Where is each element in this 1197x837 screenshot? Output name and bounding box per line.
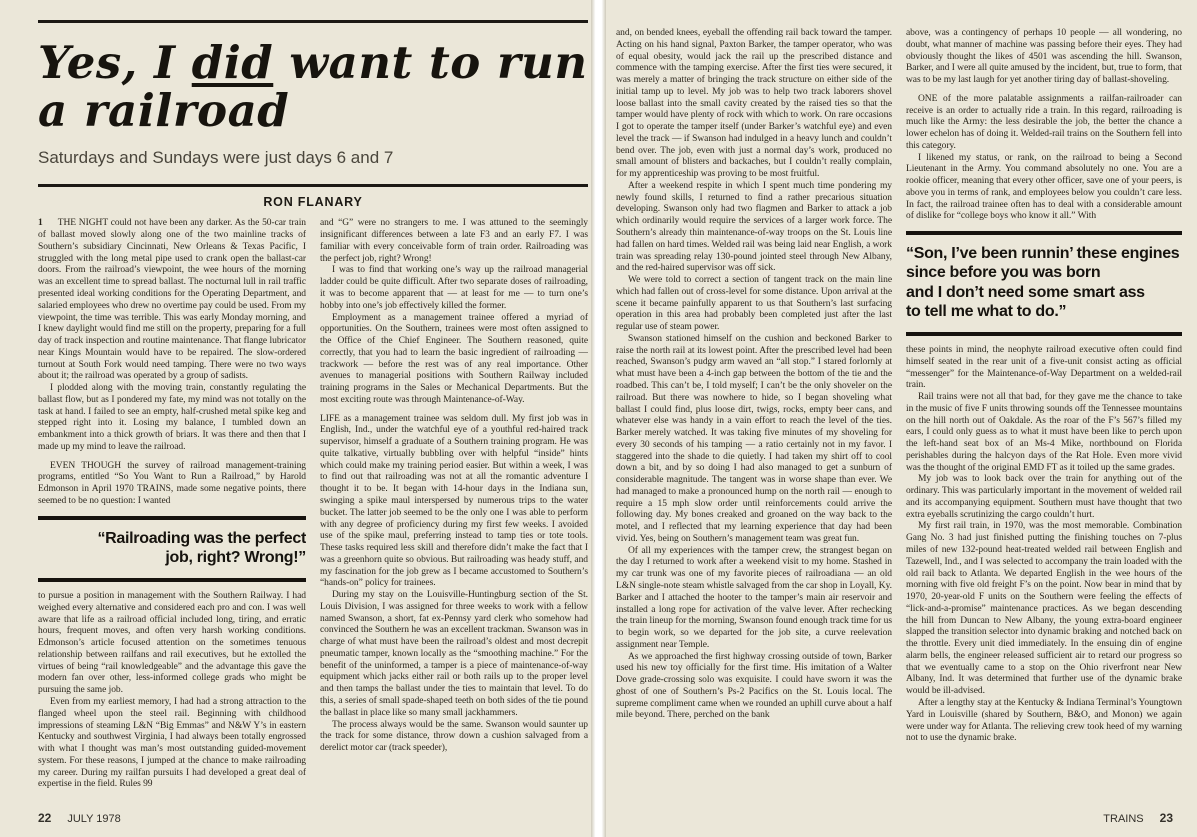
paragraph: LIFE as a management trainee was seldom dull. My first job was in English, Ind., under the watchful eye of a youthful red-haired track supervisor, himself a graduate of a Southern training program. He was quite talkative, virtually bubbling over with helpful “inside” hints which could make my training period easier. But within a week, I was to find out that railroading was not at all the romantic adventure I thought it to be. It began with 14-hour days in the Indiana sun, swinging a spike maul interspersed by numerous trips to the water bucket. The latter job seemed to be the only one I was able to perform with any degree of proficiency during my first few weeks. I avoided use of the spike maul, preferring instead to tamp ties or tote tools. These tasks required less skill and therefore didn’t make the fact that I was a greenhorn quite so obvious. But railroading was heady stuff, and my fascination for the job grew as I became accustomed to Southern’s “hands-on” policy for trainees. xyxy=(320,413,588,589)
paragraph: to pursue a position in management with the Southern Railway. I had weighed every alternative and considered each pro and con. I was well aware that life as a railroad official included long, tiring, and erratic hours, frequent moves, and often very harsh working conditions. Edmonson’s article focused attention on the sometimes tenuous relationship between railfans and rail executives, but he extolled the virtues of being “rail knowledgeable” and the advantage this gave the modern fan over other, less-informed college grads who might be pursuing the same job. xyxy=(38,591,306,696)
left-page-folio xyxy=(38,811,121,825)
paragraph: and “G” were no strangers to me. I was attuned to the seemingly insignificant differences between a late F3 and an early F7. I was familiar with every conceivable form of train order. Railroading was the perfect job, right? Wrong! xyxy=(320,218,588,264)
column-4 xyxy=(906,28,1182,790)
paragraph: these points in mind, the neophyte railroad executive often could find himself seated in the rear unit of a five-unit consist acting as official “messenger” for the Maintenance-of-Way Department on a welded-rail train. xyxy=(906,345,1182,391)
right-page-columns xyxy=(616,28,1188,790)
paragraph: I plodded along with the moving train, constantly regulating the ballast flow, but as I pondered my fate, my mind was not totally on the task at hand. I failed to see an empty, half-crushed metal spike keg and stepped right into it. Losing my balance, I tumbled down an embankment into a thick growth of briars. It was there and then that I made up my mind to leave the railroad. xyxy=(38,383,306,452)
pull-quote-line: job, right? Wrong!” xyxy=(165,548,306,566)
paragraph: I likened my status, or rank, on the railroad to being a Second Lieutenant in the Army. You command absolutely no one. You are a rookie officer, meaning that every other officer, save one of your peers, is above you in terms of rank, and employees below you couldn’t care less. In fact, the railroad trainee often has to deal with a considerable amount of dislike for “college boys who know it all.” With xyxy=(906,152,1182,222)
paragraph: and, on bended knees, eyeball the offending rail back toward the tamper. Acting on his hand signal, Paxton Barker, the tamper operator, who was of equal obesity, would jack the rail up the prescribed distance and commence with the tamping exercise. After the first ties were secured, it was merely a matter of bringing the track structure on either side of the initial tamp up to level. My job was to help two track laborers shovel loose ballast into the small cavity created by the raised ties so that the tamper would have plenty of rock with which to work. On rare occasions I got to operate the tamper itself (under Barker’s watchful eye) and even level the track — if Swanson had indulged in a heavy lunch and couldn’t bend over. The job, even with just a normal day’s work, produced no small amount of blisters and backaches, but I couldn’t really complain, for my apprenticeship was proving to be most fruitful. xyxy=(616,28,892,180)
pull-quote-line: “Railroading was the perfect xyxy=(97,529,306,547)
column-3 xyxy=(616,28,892,790)
pull-quote-line: and I don’t need some smart ass xyxy=(906,283,1145,301)
pull-quote-line: to tell me what to do.” xyxy=(906,302,1067,320)
title-underlined-word: did xyxy=(191,36,274,89)
paragraph: above, was a contingency of perhaps 10 people — all wondering, no doubt, what manner of machine was passing before their eyes. They had obviously thought the likes of 4501 was ascending the hill. Swanson, Barker, and I were all quite amused by the incident, but, true to form, that was to be my last laugh for yet another tiring day of ballast-shoveling. xyxy=(906,28,1182,86)
paragraph: Even from my earliest memory, I had had a strong attraction to the flanged wheel upon the steel rail. Beginning with childhood impressions of steaming L&N “Big Emmas” and N&W Y’s in eastern Kentucky and southwest Virginia, I had always been totally engrossed with what I thought was man’s most outstanding guided-movement system. For these reasons, I jumped at the chance to make railroading my career. During my railfan pursuits I had developed a great deal of expertise in the field. Rules 99 xyxy=(38,697,306,790)
title-part-1: Yes, I xyxy=(38,36,192,89)
article-subtitle: Saturdays and Sundays were just days 6 and 7 xyxy=(38,148,394,168)
right-page-folio xyxy=(1103,811,1173,825)
paragraph: After a weekend respite in which I spent much time pondering my newly found skills, I returned to find a rather precarious situation developing. Swanson only had two flagmen and Barker to attack a job which ordinarily would require the services of a larger work force. The Southern’s already thin maintenance-of-way troops on the St. Louis line had fallen on hard times. Welded rail was being laid near English, a work train was spreading relay 130-pound jointed steel through New Albany, and the red-haired supervisor was off sick. xyxy=(616,180,892,274)
paragraph: My job was to look back over the train for anything out of the ordinary. This was particularly important in the movement of welded rail and its accompanying equipment. Southern must have thought that two extra eyeballs scrutinizing the cargo couldn’t hurt. xyxy=(906,474,1182,520)
pull-quote-line: since before you was born xyxy=(906,264,1101,282)
pull-quote-line: “Son, I’ve been runnin’ these engines xyxy=(906,245,1180,263)
paragraph: 1 THE NIGHT could not have been any darker. As the 50-car train of ballast moved slowly along one of the two mainline tracks of Southern’s subsidiary Cincinnati, New Orleans & Texas Pacific, I struggled with the long metal pipe used to crank open the ballast-car doors. From the railroad’s viewpoint, the wee hours of the morning was an excellent time to spread ballast. The nocturnal lull in rail traffic presented ideal working conditions for the Operating Department, and salaried employees who drew no overtime pay could be used. From my viewpoint, the time was terrible. This was early Monday morning, and I knew daylight would find me still on the property, preparing for a full day of track inspection and routine maintenance. That flange lubricator near Kings Mountain would have to be repaired. The slow-ordered turnout at South Fork would need tamping. There were no two ways about it; the railroad was operated by a group of sadists. xyxy=(38,218,306,382)
pull-quote xyxy=(38,516,306,582)
paragraph: The process always would be the same. Swanson would saunter up the track for some distance, throw down a cushion salvaged from a derelict motor car (track speeder), xyxy=(320,719,588,754)
top-rule xyxy=(38,20,588,23)
article-header xyxy=(38,20,588,218)
paragraph: Swanson stationed himself on the cushion and beckoned Barker to raise the north rail at its lowest point. After the prescribed level had been reached, Swanson’s pudgy arm waved an “all stop.” I stared forlornly at what must have been a 4-inch gap between the bottom of the tie and the roadbed. This can’t be, I told myself; I can’t be the only shoveler on the railroad. But there was nowhere to hide, so I began shoveling what ballast I could find, plus loose dirt, twigs, rocks, empty beer cans, and whatever else was handy in a vain effort to reach the level of the ties. Barker merely watched. It was taking five minutes of my shoveling for every 30 seconds of his tamping — a ratio certainly not in my favor. I staggered into the shade to die quietly. I had taken my shirt off to cool down a bit, and by so doing I had also managed to get a sunburn of considerable magnitude. The tangent was in worse shape than ever. We had managed to make a pronounced hump on the north rail — enough to require a 15 mph slow order until reinforcements could arrive the following day. My bones creaked and groaned on the way back to the motel, and I reflected that my learning experience that day had been vivid. Yes, being on Southern’s management team was great fun. xyxy=(616,333,892,544)
paragraph: Employment as a management trainee offered a myriad of opportunities. On the Southern, trainees were most often assigned to the Office of the Chief Engineer. The Southern reasoned, quite correctly, that you had to learn the basic ingredient of railroading — trackwork — before the rest was of any real importance. Other avenues to managerial positions with Southern Railway included training programs in the Sales or Mechanical Departments. But the most exciting route was through Maintenance-of-Way. xyxy=(320,312,588,405)
right-folio-label: TRAINS xyxy=(1103,813,1144,825)
right-page-number: 23 xyxy=(1159,811,1173,825)
page-right xyxy=(606,0,1197,837)
article-title xyxy=(38,36,588,137)
paragraph: Of all my experiences with the tamper crew, the strangest began on the day I returned to work after a weekend visit to my home. Stashed in my car trunk was one of my favorite pieces of railroadiana — an old L&N single-note steam whistle salvaged from the car shop in Loyall, Ky. Barker and I attached the hooter to the tamper’s main air reservoir and installed a long rope for activation of the valve lever. After rechecking the train lineup for the morning, Swanson found enough track time for us to begin work, so we departed for the job site, a curve reelevation assignment near Temple. xyxy=(616,545,892,650)
title-part-2: want to run xyxy=(273,36,588,89)
left-page-number: 22 xyxy=(38,811,52,825)
left-page-columns xyxy=(38,218,588,804)
article-byline: RON FLANARY xyxy=(263,195,363,210)
column-2 xyxy=(320,218,588,804)
paragraph: I was to find that working one’s way up the railroad managerial ladder could be quite difficult. After two separate doses of railroading, it was to become apparent that — at least for me — to turn one’s hobby into one’s job effectively killed the former. xyxy=(320,265,588,311)
paragraph: During my stay on the Louisville-Huntingburg section of the St. Louis Division, I was assigned for three weeks to work with a fellow named Swanson, a short, fat ex-Pennsy yard clerk who somehow had convinced the Southern he was an excellent trackman. Swanson was in charge of what must have been the railroad’s oldest and most decrepit pneumatic tamper, known locally as the “smoothing machine.” For the benefit of the uninformed, a tamper is a piece of maintenance-of-way equipment which jacks either rail or both rails up to the proper level and then tamps the ballast under the ties to maintain that level. To do this, a series of small spade-shaped teeth on both sides of the tie pound the ballast in place like so many small jackhammers. xyxy=(320,590,588,718)
paragraph: My first rail train, in 1970, was the most memorable. Combination Gang No. 3 had just finished putting the finishing touches on 7-plus miles of new 132-pound heat-treated welded rail between English and Tazewell, Ind., and I was selected to accompany the train loaded with the old rail back to Atlanta. We departed English in the wee hours of the morning with five old freight F’s on the point. Now bear in mind that by 1970, 20-year-old F units on the Southern were feeling the effects of “lick-and-a-promise” maintenance practices. As we began descending the hill from Duncan to New Albany, the young extra-board engineer slapped the transition selector into dynamic braking and notched back on the throttle. Every unit died immediately. In the ensuing din of engine alarm bells, the engineer released sufficient air to retard our progress so that we eventually came to a stop on the Ohio riverfront near New Albany, Ind. It was determined that further use of the dynamic brake would be ill-advised. xyxy=(906,521,1182,697)
page-gutter xyxy=(591,0,606,837)
pull-quote xyxy=(906,231,1182,336)
paragraph: After a lengthy stay at the Kentucky & Indiana Terminal’s Youngtown Yard in Louisville (shared by Southern, B&O, and Monon) we again were under way for Atlanta. The relieving crew took heed of my warning not to use the dynamic brake. xyxy=(906,697,1182,744)
paragraph: EVEN THOUGH the survey of railroad management-training programs, entitled “So You Want to Run a Railroad,” by Harold Edmonson in April 1970 TRAINS, made some negative points, there seemed to be no question: I wanted xyxy=(38,460,306,506)
paragraph-marker: 1 xyxy=(38,218,43,229)
paragraph: ONE of the more palatable assignments a railfan-railroader can receive is an order to actually ride a train. In this regard, railroading is much like the Army: the less desirable the job, the better the chance a lower echelon has of doing it. Welded-rail trains on the Southern fell into this category. xyxy=(906,93,1182,151)
page-left xyxy=(0,0,591,837)
paragraph: We were told to correct a section of tangent track on the main line which had fallen out of cross-level for some distance. Upon arrival at the scene it became painfully apparent to us that Southern’s last surfacing operation in this area had probably been completed just after the last regular use of steam power. xyxy=(616,275,892,333)
column-1 xyxy=(38,218,306,804)
left-folio-label: JULY 1978 xyxy=(67,813,121,825)
paragraph: As we approached the first highway crossing outside of town, Barker used his new toy officially for the first time. His imitation of a Walter Dove grade-crossing solo was exquisite. I could have sworn it was the ghost of one of Southern’s Ps-2 Pacifics on the St. Louis local. The supreme compliment came when we rounded an uphill curve about a half mile beyond. There, perched on the bank xyxy=(616,651,892,721)
paragraph: Rail trains were not all that bad, for they gave me the chance to take in the music of five F units throwing sounds off the Tennessee mountains on the hill north out of Oakdale. As the roar of the F’s 567’s filled my ears, I could only guess as to what it must have been like to perch upon the left-hand seat box of an Ms-4 Mike, northbound on Florida perishables during the halcyon days of the Rat Hole. Even more vivid was the thought of the original EMD FT as it toiled up the same grades. xyxy=(906,392,1182,473)
title-line-2: a railroad xyxy=(38,83,290,137)
